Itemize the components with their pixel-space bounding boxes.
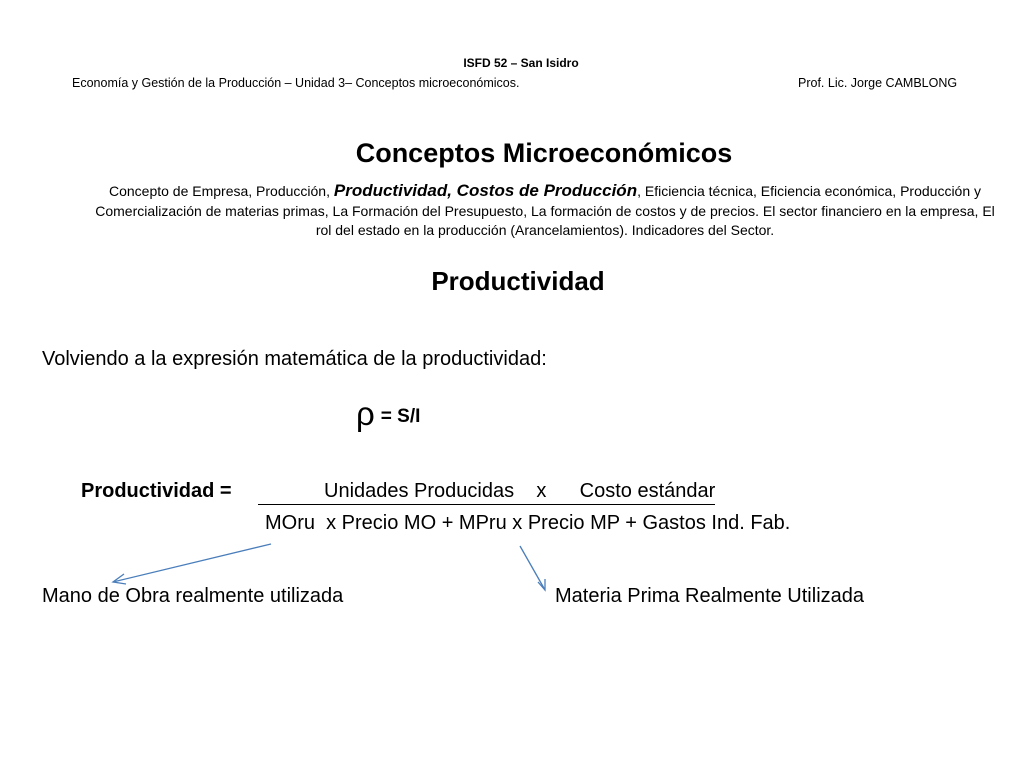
productivity-label: Productividad = <box>81 480 232 502</box>
topics-text-before: Concepto de Empresa, Producción, <box>108 183 330 199</box>
header-course: Economía y Gestión de la Producción – Unidad 3– Conceptos microeconómicos. <box>72 76 520 90</box>
rho-symbol: ρ <box>356 395 375 432</box>
section-title: Productividad <box>431 266 605 296</box>
numerator-text: Unidades Producidas x Costo estándar <box>324 480 716 502</box>
header-institution: ISFD 52 – San Isidro <box>463 56 579 70</box>
topics-text-after: , Eficiencia técnica, Eficiencia económica, Producción y Comercialización de materias primas, La Formación del Presupuesto, La formación de costos y de precios. El sector financiero en la empresa, El rol del estado en la producción (Arancelamientos). Indicadores del Sector. <box>95 183 995 238</box>
formula-rhs: = S/I <box>380 406 421 427</box>
header-professor: Prof. Lic. Jorge CAMBLONG <box>798 76 958 90</box>
intro-text: Volviendo a la expresión matemática de la productividad: <box>42 348 547 370</box>
label-labor: Mano de Obra realmente utilizada <box>42 585 344 607</box>
arrow-to-material <box>520 546 545 590</box>
label-material: Materia Prima Realmente Utilizada <box>555 585 865 607</box>
arrow-to-labor <box>113 544 271 582</box>
page-title: Conceptos Microeconómicos <box>355 138 733 168</box>
topics-highlight: Productividad, Costos de Producción <box>333 181 638 200</box>
fraction-denominator: MOru x Precio MO + MPru x Precio MP + Gastos Ind. Fab. <box>265 512 791 534</box>
